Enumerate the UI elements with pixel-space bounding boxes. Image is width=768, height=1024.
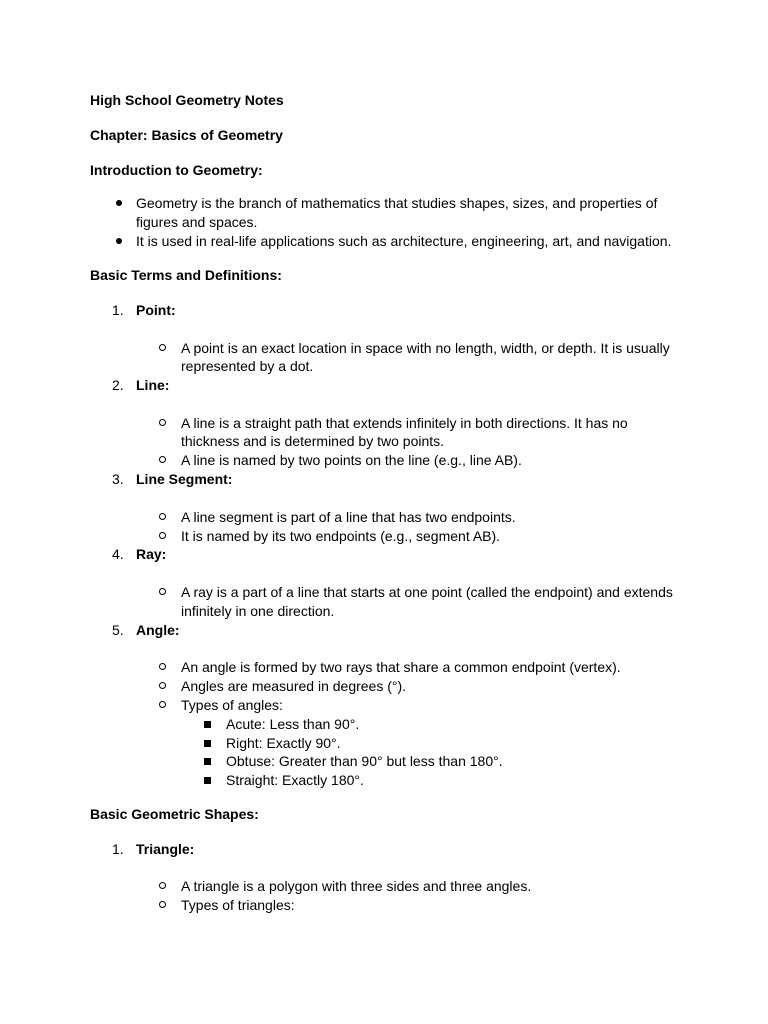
terms-heading: Basic Terms and Definitions: <box>90 267 282 283</box>
point-def-line-1: A point is an exact location in space with no length, width, or depth. It is usually <box>181 340 670 356</box>
bullet-circle-icon <box>159 588 166 595</box>
line-def-line-2: thickness and is determined by two points. <box>181 433 445 449</box>
angle-type-straight: Straight: Exactly 180°. <box>226 772 364 788</box>
segment-naming: It is named by its two endpoints (e.g., segment AB). <box>181 528 501 544</box>
line-naming: A line is named by two points on the line (e.g., line AB). <box>181 452 522 468</box>
document-title: High School Geometry Notes <box>90 92 284 108</box>
bullet-circle-icon <box>159 344 166 351</box>
bullet-circle-icon <box>159 882 166 889</box>
bullet-square-icon <box>204 777 211 784</box>
term-line-segment: Line Segment: <box>136 471 233 487</box>
angle-type-acute: Acute: Less than 90°. <box>226 716 360 732</box>
term-line: Line: <box>136 377 170 393</box>
list-number: 2. <box>112 377 124 393</box>
bullet-square-icon <box>204 721 211 728</box>
bullet-square-icon <box>204 758 211 765</box>
list-number: 1. <box>112 841 124 857</box>
line-def-line-1: A line is a straight path that extends infinitely in both directions. It has no <box>181 415 628 431</box>
bullet-circle-icon <box>159 419 166 426</box>
bullet-circle-icon <box>159 663 166 670</box>
angle-types: Types of angles: <box>181 697 283 713</box>
bullet-circle-icon <box>159 701 166 708</box>
intro-heading: Introduction to Geometry: <box>90 162 263 178</box>
list-number: 3. <box>112 471 124 487</box>
list-number: 1. <box>112 302 124 318</box>
angle-type-right: Right: Exactly 90°. <box>226 735 341 751</box>
segment-def: A line segment is part of a line that has two endpoints. <box>181 509 516 525</box>
bullet-circle-icon <box>159 513 166 520</box>
bullet-dot-icon <box>116 200 122 206</box>
shape-triangle: Triangle: <box>136 841 195 857</box>
intro-bullet-1-line-1: Geometry is the branch of mathematics that studies shapes, sizes, and properties of <box>136 195 658 211</box>
angle-measure: Angles are measured in degrees (°). <box>181 678 407 694</box>
bullet-square-icon <box>204 740 211 747</box>
angle-def: An angle is formed by two rays that share a common endpoint (vertex). <box>181 659 621 675</box>
bullet-circle-icon <box>159 532 166 539</box>
term-ray: Ray: <box>136 546 167 562</box>
bullet-dot-icon <box>116 238 122 244</box>
chapter-heading: Chapter: Basics of Geometry <box>90 127 283 143</box>
triangle-types: Types of triangles: <box>181 897 295 913</box>
list-number: 5. <box>112 622 124 638</box>
intro-bullet-2: It is used in real-life applications such as architecture, engineering, art, and navigation. <box>136 233 672 249</box>
term-point: Point: <box>136 302 176 318</box>
angle-type-obtuse: Obtuse: Greater than 90° but less than 180°. <box>226 753 503 769</box>
bullet-circle-icon <box>159 682 166 689</box>
point-def-line-2: represented by a dot. <box>181 358 314 374</box>
term-angle: Angle: <box>136 622 180 638</box>
ray-def-line-1: A ray is a part of a line that starts at one point (called the endpoint) and extends <box>181 584 673 600</box>
list-number: 4. <box>112 546 124 562</box>
triangle-def: A triangle is a polygon with three sides and three angles. <box>181 878 532 894</box>
shapes-heading: Basic Geometric Shapes: <box>90 806 259 822</box>
bullet-circle-icon <box>159 901 166 908</box>
intro-bullet-1-line-2: figures and spaces. <box>136 214 258 230</box>
bullet-circle-icon <box>159 456 166 463</box>
ray-def-line-2: infinitely in one direction. <box>181 603 335 619</box>
